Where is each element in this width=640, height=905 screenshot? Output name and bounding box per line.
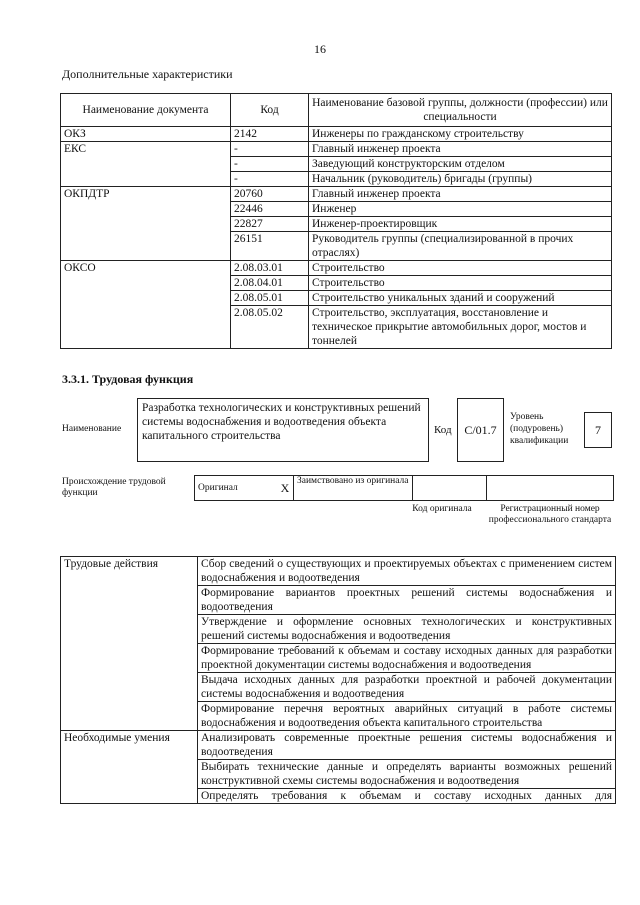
name-cell: Руководитель группы (специализированной в прочих отраслях) (309, 232, 612, 261)
function-name-box: Разработка технологических и конструктивных решений системы водоснабжения и водоотведения объекта капитального строительства (137, 398, 429, 462)
labor-function-heading: 3.3.1. Трудовая функция (62, 372, 194, 386)
action-item: Формирование перечня вероятных аварийных ситуаций в работе системы водоснабжения и водоотведения объекта капитального строительства (198, 702, 616, 731)
qualification-level-label: Уровень (подуровень) квалификации (510, 412, 569, 446)
action-item: Формирование вариантов проектных решений системы водоснабжения и водоотведения (198, 586, 616, 615)
action-item: Утверждение и оформление основных технологических и конструктивных решений системы водоснабжения и водоотведения (198, 615, 616, 644)
header-code: Код (231, 94, 309, 127)
header-document: Наименование документа (61, 94, 231, 127)
doc-cell: ОКПДТР (61, 187, 231, 261)
name-cell: Строительство (309, 261, 612, 276)
name-cell: Строительство уникальных зданий и сооружений (309, 291, 612, 306)
skill-item: Выбирать технические данные и определять варианты возможных решений конструктивной схемы системы водоснабжения и водоотведения (198, 760, 616, 789)
name-cell: Заведующий конструкторским отделом (309, 157, 612, 172)
header-name: Наименование базовой группы, должности (профессии) или специальности (309, 94, 612, 127)
code-cell: 22446 (231, 202, 309, 217)
skill-item: Анализировать современные проектные решения системы водоснабжения и водоотведения (198, 731, 616, 760)
original-mark: X (277, 476, 294, 501)
skills-label: Необходимые умения (61, 731, 198, 804)
code-cell: 2.08.05.01 (231, 291, 309, 306)
code-cell: 2.08.04.01 (231, 276, 309, 291)
name-cell: Инженер (309, 202, 612, 217)
borrowed-label: Заимствовано из оригинала (294, 476, 413, 501)
function-code-box: C/01.7 (457, 398, 504, 462)
code-cell: - (231, 172, 309, 187)
code-cell: - (231, 157, 309, 172)
doc-cell: ЕКС (61, 142, 231, 187)
doc-cell: ОКЗ (61, 127, 231, 142)
code-cell: 20760 (231, 187, 309, 202)
code-cell: 2.08.05.02 (231, 306, 309, 349)
qualification-level-box: 7 (584, 412, 612, 448)
name-cell: Главный инженер проекта (309, 187, 612, 202)
actions-label: Трудовые действия (61, 557, 198, 731)
reg-number-label: Регистрационный номер профессионального стандарта (488, 504, 612, 525)
name-cell: Инженер-проектировщик (309, 217, 612, 232)
code-cell: 2142 (231, 127, 309, 142)
name-cell: Строительство, эксплуатация, восстановление и техническое прикрытие автомобильных дорог, мостов и тоннелей (309, 306, 612, 349)
name-cell: Главный инженер проекта (309, 142, 612, 157)
code-label: Код (434, 424, 452, 436)
labor-details-table (60, 556, 616, 804)
doc-cell: ОКСО (61, 261, 231, 349)
code-cell: 2.08.03.01 (231, 261, 309, 276)
action-item: Сбор сведений о существующих и проектируемых объектах с применением систем водоснабжения и водоотведения (198, 557, 616, 586)
action-item: Выдача исходных данных для разработки проектной и рабочей документации системы водоснабжения и водоотведения (198, 673, 616, 702)
origin-label: Происхождение трудовой функции (62, 477, 166, 498)
additional-characteristics-heading: Дополнительные характеристики (62, 67, 233, 81)
original-label: Оригинал (195, 476, 278, 501)
table-row (61, 731, 616, 760)
name-cell: Строительство (309, 276, 612, 291)
name-cell: Инженеры по гражданскому строительству (309, 127, 612, 142)
name-cell: Начальник (руководитель) бригады (группы) (309, 172, 612, 187)
code-cell: 22827 (231, 217, 309, 232)
code-original-label: Код оригинала (412, 504, 472, 514)
action-item: Формирование требований к объемам и составу исходных данных для разработки проектной документации системы водоснабжения и водоотведения (198, 644, 616, 673)
page-number: 16 (314, 42, 326, 56)
name-label: Наименование (62, 424, 122, 434)
code-cell: 26151 (231, 232, 309, 261)
table-row (61, 557, 616, 586)
skill-item: Определять требования к объемам и составу исходных данных для (198, 789, 616, 804)
code-cell: - (231, 142, 309, 157)
